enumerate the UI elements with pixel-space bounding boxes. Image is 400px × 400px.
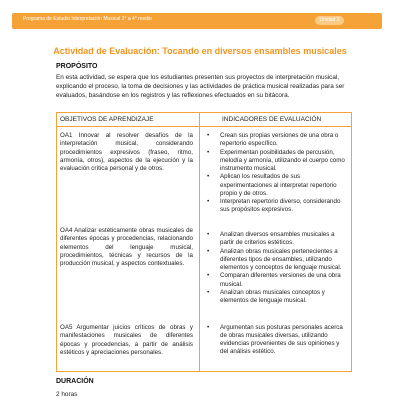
column-header-indicators: INDICADORES DE EVALUACIÓN (222, 116, 322, 123)
duration-value: 2 horas (56, 391, 78, 398)
indicator-item: • Experimentan posibilidades de percusión, melodía y armonía, utilizando el cuerpo como instrumento musical. (203, 149, 349, 173)
objective-oa5: OA5 Argumentar juicios críticos de obras y manifestaciones musicales de diferentes épocas y procedencias, a partir de análisis estéticos y apreciaciones personales. (60, 324, 193, 356)
indicator-item: • Argumentan sus posturas personales acerca de obras musicales diversas, utilizando evidencias provenientes de sus opiniones y del análisis estético. (203, 324, 349, 356)
duration-heading: DURACIÓN (56, 378, 94, 385)
indicator-item: • Aplican los resultados de sus experimentaciones al interpretar repertorio propio y de otros. (203, 173, 349, 197)
activity-title: Actividad de Evaluación: Tocando en diversos ensambles musicales (53, 46, 347, 56)
objective-oa1: OA1 Innovar al resolver desafíos de la interpretación musical, considerando procedimientos expresivos (fraseo, ritmo, armonía, otros), aspectos de la ejecución y la evaluación crítica personal y de otros. (60, 132, 193, 173)
indicator-list-oa4 (203, 231, 349, 306)
header-divider (57, 126, 351, 127)
purpose-text: En esta actividad, se espera que los estudiantes presenten sus proyectos de interpretación musical, explicando el proceso, la toma de decisiones y las actividades de práctica musical realizadas para ser evaluados, basándose en los registros y las reflexiones efectuados en su bitácora. (56, 74, 345, 99)
indicator-item: • Analizan obras musicales pertenecientes a diferentes tipos de ensambles, utilizando elementos y conceptos de lenguaje musical. (203, 248, 349, 272)
unit-badge: Unidad 2 (315, 16, 344, 25)
indicator-list-oa1 (203, 132, 349, 215)
program-label: Programa de Estudio Interpretación Musical 3° a 4° medio (23, 16, 152, 22)
column-header-objectives: OBJETIVOS DE APRENDIZAJE (60, 116, 154, 123)
indicator-item: • Interpretan repertorio diverso, considerando sus propósitos expresivos. (203, 198, 349, 214)
objectives-table (56, 112, 352, 372)
objective-oa4: OA4 Analizar estéticamente obras musicales de diferentes épocas y procedencias, relacionando elementos del lenguaje musical, procedimientos, técnicas y recursos de la producción musical, y aspectos contextuales. (60, 227, 193, 268)
indicator-item: • Comparan diferentes versiones de una obra musical. (203, 272, 349, 288)
purpose-heading: PROPÓSITO (56, 63, 98, 70)
indicator-item: • Analizan obras musicales conceptos y elementos de lenguaje musical. (203, 289, 349, 305)
indicator-item: • Analizan diversos ensambles musicales a partir de criterios estéticos. (203, 231, 349, 247)
indicator-list-oa5 (203, 324, 349, 357)
column-divider (199, 113, 200, 371)
indicator-item: • Crean sus propias versiones de una obra o repertorio específico. (203, 132, 349, 148)
